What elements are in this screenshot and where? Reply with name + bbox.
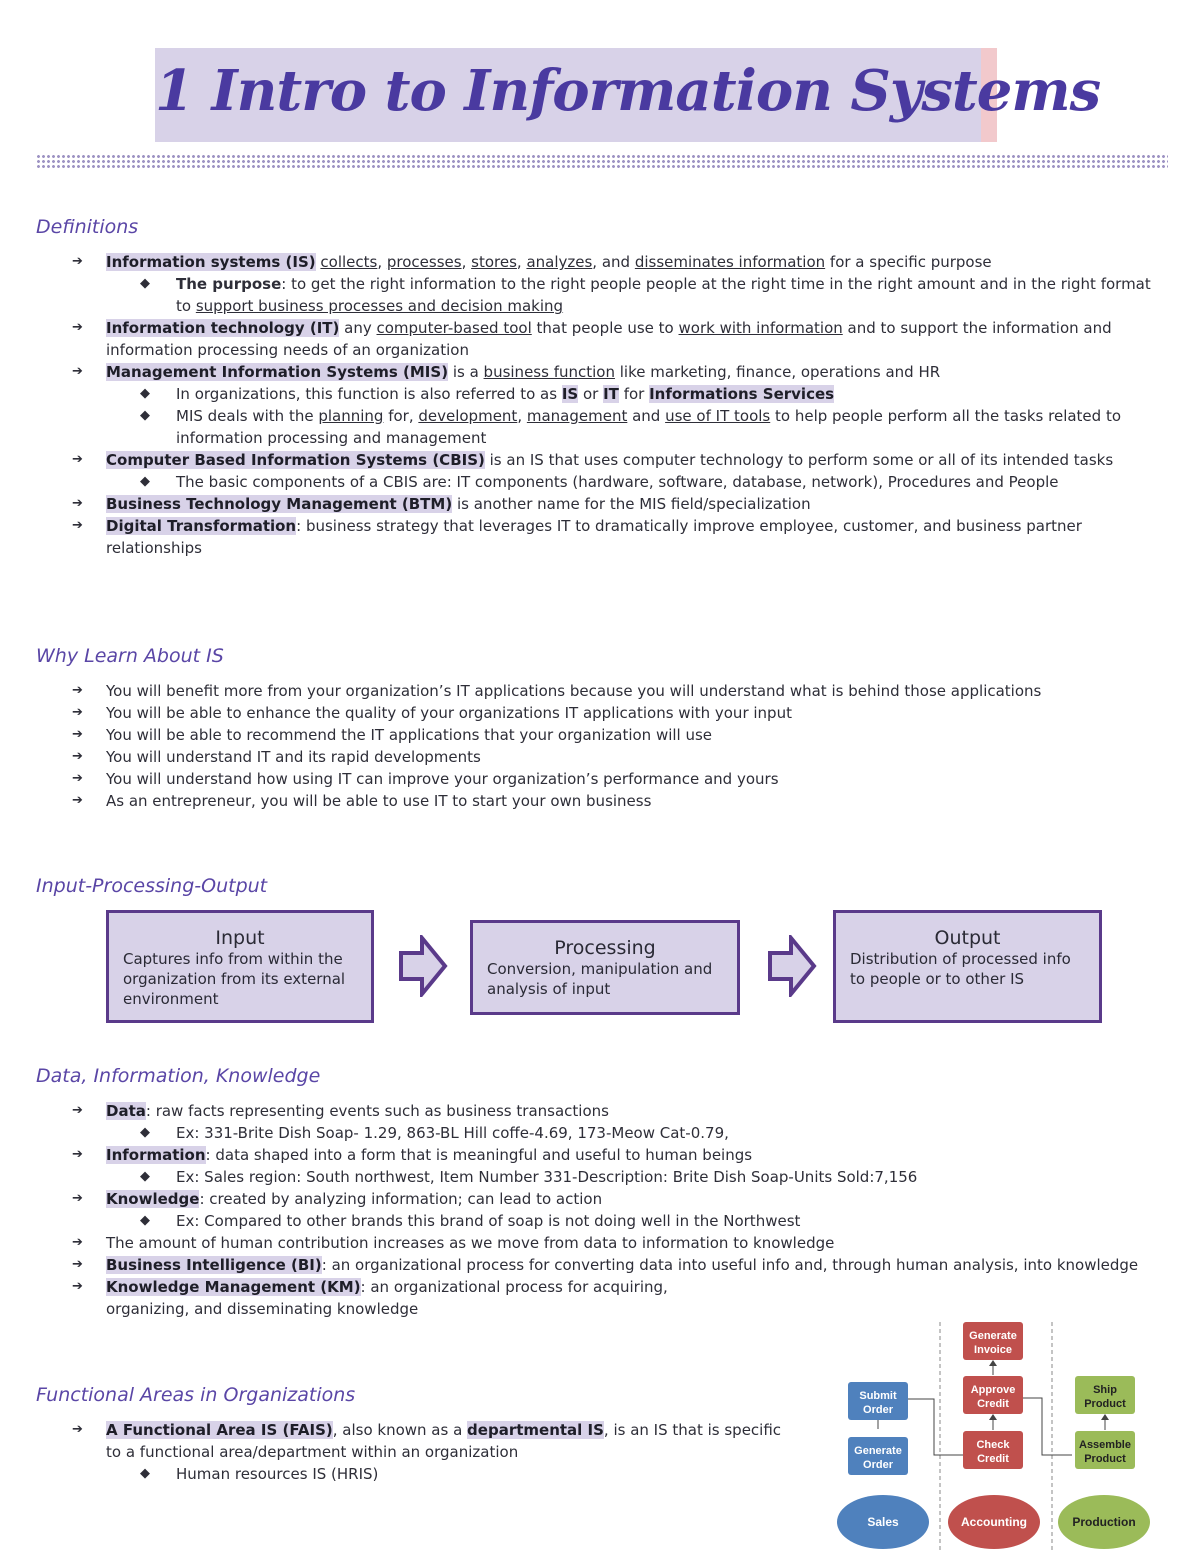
arrow-bullet-icon: ➔ — [72, 518, 83, 533]
diamond-bullet-icon: ◆ — [140, 276, 150, 291]
arrow-bullet-icon: ➔ — [72, 749, 83, 764]
arrow-bullet-icon: ➔ — [72, 1257, 83, 1272]
diamond-bullet-icon: ◆ — [140, 1466, 150, 1481]
submit-order-label: Order — [863, 1404, 893, 1416]
arrow-bullet-icon: ➔ — [72, 1103, 83, 1118]
arrow-bullet-icon: ➔ — [72, 254, 83, 269]
approve-credit-label: Credit — [977, 1398, 1009, 1410]
list-item: ◆ The purpose: to get the right information to the right people people at the right time in the right amount and in the right format to support business processes and decision making — [140, 275, 1151, 315]
generate-order-label: Order — [863, 1459, 893, 1471]
ship-product-label: Ship — [1093, 1384, 1117, 1396]
connector-line — [904, 1399, 963, 1455]
arrowhead-icon — [1101, 1414, 1109, 1420]
section-heading-why-learn: Why Learn About IS — [36, 645, 224, 667]
list-item: ➔ Information systems (IS) collects, processes, stores, analyzes, and disseminates information for a specific purpose — [72, 253, 992, 271]
production-label: Production — [1072, 1515, 1136, 1529]
arrow-bullet-icon: ➔ — [72, 1279, 83, 1294]
submit-order-label: Submit — [859, 1390, 897, 1402]
arrow-bullet-icon: ➔ — [72, 727, 83, 742]
sales-label: Sales — [867, 1515, 899, 1529]
connector-line — [1023, 1398, 1072, 1455]
section-heading-ipo: Input-Processing-Output — [36, 875, 268, 897]
list-item: ◆ Ex: Sales region: South northwest, Item Number 331-Description: Brite Dish Soap-Units Sold:7,156 — [140, 1168, 918, 1186]
arrow-bullet-icon: ➔ — [72, 1147, 83, 1162]
generate-order-label: Generate — [854, 1445, 902, 1457]
list-item: ➔ Digital Transformation: business strategy that leverages IT to dramatically improve employee, customer, and business partner relationships — [72, 517, 1082, 557]
assemble-product-label: Assemble — [1079, 1439, 1131, 1451]
section-heading-functional: Functional Areas in Organizations — [36, 1384, 356, 1406]
diamond-bullet-icon: ◆ — [140, 1125, 150, 1140]
diamond-bullet-icon: ◆ — [140, 474, 150, 489]
arrow-bullet-icon: ➔ — [72, 1191, 83, 1206]
arrow-bullet-icon: ➔ — [72, 364, 83, 379]
input-title: Input — [215, 927, 265, 949]
list-item: ➔ The amount of human contribution increases as we move from data to information to knowledge — [72, 1234, 835, 1252]
list-item: ➔ Knowledge Management (KM): an organizational process for acquiring, organizing, and disseminating knowledge — [72, 1278, 668, 1318]
assemble-product-label: Product — [1084, 1453, 1126, 1465]
dik-list — [0, 1100, 1170, 1320]
dotted-divider — [36, 154, 1168, 168]
list-item: ➔ Business Technology Management (BTM) is another name for the MIS field/specialization — [72, 495, 811, 513]
arrow-bullet-icon: ➔ — [72, 1422, 83, 1437]
processing-box — [470, 920, 740, 1015]
list-item: ➔ You will be able to enhance the quality of your organizations IT applications with your input — [72, 704, 792, 722]
arrow-bullet-icon: ➔ — [72, 705, 83, 720]
list-item: ◆ MIS deals with the planning for, development, management and use of IT tools to help people perform all the tasks related to information processing and management — [140, 407, 1122, 447]
right-arrow-icon — [398, 935, 448, 997]
why-list — [0, 680, 1170, 812]
generate-invoice-label: Generate — [969, 1330, 1017, 1342]
list-item: ➔ Management Information Systems (MIS) is a business function like marketing, finance, operations and HR — [72, 363, 941, 381]
list-item: ➔ Business Intelligence (BI): an organizational process for converting data into useful info and, through human analysis, into knowledge — [72, 1256, 1139, 1274]
right-arrow-icon — [767, 935, 817, 997]
list-item: ➔ A Functional Area IS (FAIS), also known as a departmental IS, is an IS that is specific to a functional area/department within an organization — [72, 1421, 782, 1461]
section-heading-definitions: Definitions — [36, 216, 139, 238]
page-title: 1 Intro to Information Systems — [155, 58, 1101, 124]
definitions-list — [0, 251, 1170, 559]
arrow-bullet-icon: ➔ — [72, 1235, 83, 1250]
title-banner — [155, 48, 1101, 142]
arrowhead-icon — [989, 1414, 997, 1420]
diamond-bullet-icon: ◆ — [140, 1169, 150, 1184]
check-credit-label: Check — [976, 1439, 1010, 1451]
accounting-label: Accounting — [961, 1515, 1027, 1529]
check-credit-label: Credit — [977, 1453, 1009, 1465]
arrowhead-icon — [989, 1360, 997, 1366]
arrow-bullet-icon: ➔ — [72, 452, 83, 467]
diamond-bullet-icon: ◆ — [140, 408, 150, 423]
input-description: Captures info from within the organization from its external environment — [123, 950, 346, 1008]
processing-description: Conversion, manipulation and analysis of input — [487, 960, 713, 998]
list-item: ➔ You will benefit more from your organization’s IT applications because you will understand what is behind those applications — [72, 682, 1042, 700]
list-item: ➔ You will understand how using IT can improve your organization’s performance and yours — [72, 770, 779, 788]
ship-product-label: Product — [1084, 1398, 1126, 1410]
output-title: Output — [934, 927, 1001, 949]
input-box — [106, 910, 374, 1023]
list-item: ➔ Data: raw facts representing events such as business transactions — [72, 1102, 609, 1120]
arrow-bullet-icon: ➔ — [72, 793, 83, 808]
section-heading-dik: Data, Information, Knowledge — [36, 1065, 321, 1087]
generate-invoice-label: Invoice — [974, 1344, 1012, 1356]
functional-areas-diagram — [830, 1322, 1200, 1553]
list-item: ◆ The basic components of a CBIS are: IT components (hardware, software, database, network), Procedures and People — [140, 473, 1059, 491]
list-item: ➔ Information: data shaped into a form that is meaningful and useful to human beings — [72, 1146, 753, 1164]
list-item: ➔ As an entrepreneur, you will be able to use IT to start your own business — [72, 792, 652, 810]
list-item: ◆ Ex: 331-Brite Dish Soap- 1.29, 863-BL Hill coffe-4.69, 173-Meow Cat-0.79, — [140, 1124, 729, 1142]
output-description: Distribution of processed info to people or to other IS — [850, 950, 1071, 988]
processing-title: Processing — [554, 937, 656, 959]
diamond-bullet-icon: ◆ — [140, 386, 150, 401]
approve-credit-label: Approve — [970, 1384, 1016, 1396]
arrow-bullet-icon: ➔ — [72, 320, 83, 335]
list-item: ◆ Ex: Compared to other brands this brand of soap is not doing well in the Northwest — [140, 1212, 801, 1230]
list-item: ➔ Computer Based Information Systems (CBIS) is an IS that uses computer technology to perform some or all of its intended tasks — [72, 451, 1114, 469]
output-box — [833, 910, 1102, 1023]
list-item: ➔ Knowledge: created by analyzing information; can lead to action — [72, 1190, 603, 1208]
arrow-bullet-icon: ➔ — [72, 771, 83, 786]
arrow-bullet-icon: ➔ — [72, 496, 83, 511]
list-item: ➔ You will understand IT and its rapid developments — [72, 748, 481, 766]
diamond-bullet-icon: ◆ — [140, 1213, 150, 1228]
list-item: ◆ Human resources IS (HRIS) — [140, 1465, 379, 1483]
list-item: ◆ In organizations, this function is also referred to as IS or IT for Informations Services — [140, 385, 835, 403]
list-item: ➔ You will be able to recommend the IT applications that your organization will use — [72, 726, 713, 744]
arrow-bullet-icon: ➔ — [72, 683, 83, 698]
list-item: ➔ Information technology (IT) any computer-based tool that people use to work with information and to support the information and information processing needs of an organization — [72, 319, 1112, 359]
